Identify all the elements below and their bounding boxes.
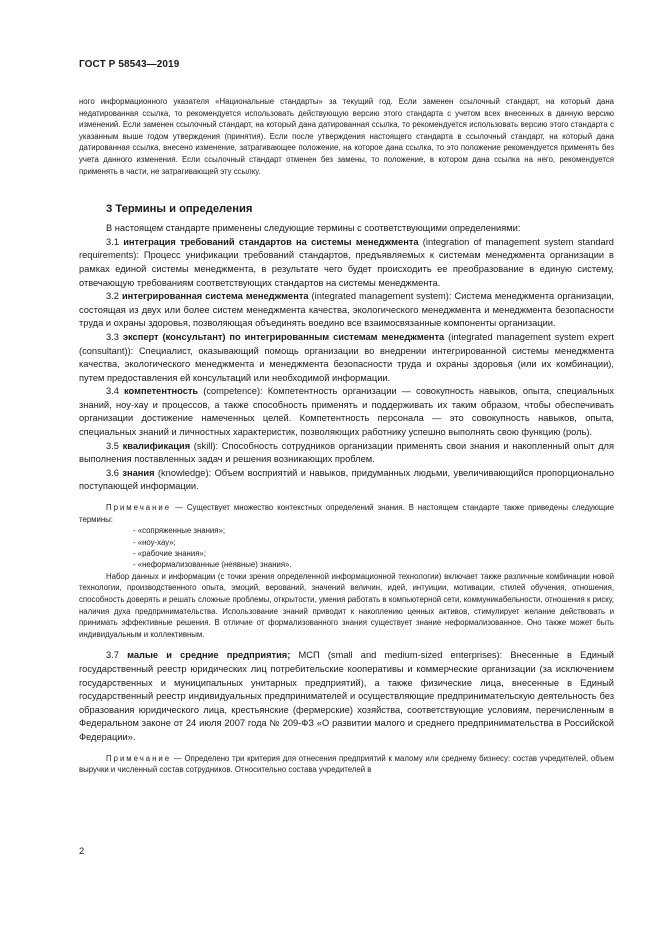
note-1-label: Примечание — [106, 503, 172, 513]
term-3-3-name: эксперт (консультант) по интегрированным системам менеджмента — [122, 331, 445, 342]
list-item: - «ноу-хау»; — [133, 537, 176, 547]
term-3-5-name: квалификация — [122, 440, 191, 451]
section-heading: 3 Термины и определения — [106, 203, 253, 216]
term-3-4: 3.4 компетентность (competence): Компетентность организации — совокупность навыков, опыта, специальных знаний, ноу-хау и процессов, а также способность применять и поддерживать их таким образом, чтобы обеспечивать организации достижение намеченных целей. Компетентность персонала — это совокупность навыков, опыта, специальных знаний и личностных характеристик, позволяющих работнику успешно выполнять свою функцию (роль). — [79, 386, 614, 438]
term-3-1: 3.1 интеграция требований стандартов на системы менеджмента (integration of management system standard requirements): Процесс унификации требований стандартов, предъявляемых к системам менеджмента организации в рамках единой системы менеджмента, в результате чего будет происходить ее преобразование в единую систему, отвечающую требованиям соответствующих стандартов на системы менеджмента. — [79, 236, 614, 288]
term-3-4-name: компетентность — [124, 386, 199, 397]
note-2: Примечание — Определено три критерия для отнесения предприятий к малому или среднему бизнесу: состав учредителей, объем выручки и численный состав сотрудников. Относительно состава учредителей в — [79, 753, 614, 775]
document-body — [79, 96, 614, 776]
note-2-label: Примечание — [106, 753, 172, 763]
section-lead: В настоящем стандарте применены следующие термины с соответствующими определениями: — [106, 223, 521, 234]
document-header: ГОСТ Р 58543—2019 — [79, 59, 180, 70]
list-item: - «сопряженные знания»; — [133, 526, 225, 536]
note-1-paragraph: Набор данных и информации (с точки зрения определенной информационной технологии) включает также различные комбинации новой технологии, производственного опыта, эмоций, верований, значений величин, идей, интуиции, мотивации, стилей обучения, отношения, способность доверять и решать сложные проблемы, открытости, умения работать в компьютерной сети, коммуникабельности, отношения к риску, наличия духа предпринимательства. Использование знаний приводит к накоплению ценных активов, стимулирует желание действовать и принимать эффективные решения. В отличие от формализованного знания существует знание неформализованное. Оно также может быть индивидуальным и коллективным. — [79, 571, 614, 639]
term-3-5: 3.5 квалификация (skill): Способность сотрудников организации применять свои знания и накопленный опыт для выполнения поставленных задач и решения возникающих проблем. — [79, 440, 614, 465]
term-3-6-name: знания — [122, 467, 155, 478]
intro-paragraph: ного информационного указателя «Национальные стандарты» за текущий год. Если заменен ссылочный стандарт, на который дана недатированная ссылка, то рекомендуется использовать действующую версию этого стандарта с учетом всех внесенных в данную версию изменений. Если заменен ссылочный стандарт, на который дана датированная ссылка, то рекомендуется использовать версию этого стандарта с указанным выше годом утверждения (принятия). Если после утверждения настоящего стандарта в ссылочный стандарт, на который дана датированная ссылка, внесено изменение, затрагивающее положение, на которое дана ссылка, то это положение рекомендуется применять без учета данного изменения. Если ссылочный стандарт отменен без замены, то положение, в котором дана ссылка на него, рекомендуется применять в части, не затрагивающей эту ссылку. — [79, 97, 614, 176]
term-3-1-name: интеграция требований стандартов на системы менеджмента — [123, 236, 419, 247]
term-3-7: 3.7 малые и средние предприятия; МСП (small and medium-sized enterprises): Внесенные в Единый государственный реестр юридических лиц потребительские кооперативы и коммерческие организации (за исключением государственных и муниципальных унитарных предприятий), а также физические лица, внесенные в Единый государственный реестр индивидуальных предпринимателей и осуществляющие предпринимательскую деятельность без образования юридического лица, крестьянские (фермерские) хозяйства, соответствующие условиям, перечисленным в Федеральном законе от 24 июля 2007 года № 209-ФЗ «О развитии малого и среднего предпринимательства в Российской Федерации». — [79, 650, 614, 742]
list-item: - «рабочие знания»; — [133, 549, 206, 559]
term-3-6: 3.6 знания (knowledge): Объем восприятий и навыков, придуманных людьми, увеличивающийся пропорционально поступающей информации. — [79, 467, 614, 492]
term-3-2: 3.2 интегрированная система менеджмента (integrated management system): Система менеджмента организации, состоящая из двух или более систем менеджмента качества, экологического менеджмента и менеджмента безопасности труда и охраны здоровья, позволяющая объединять воедино все взаимосвязанные компоненты организации. — [79, 291, 614, 329]
note-1: Примечание — Существует множество контекстных определений знания. В настоящем стандарте также приведены следующие термины: — [79, 503, 614, 524]
note-1-list — [79, 525, 614, 571]
page-number: 2 — [79, 846, 85, 857]
term-3-3: 3.3 эксперт (консультант) по интегрированным системам менеджмента (integrated management system expert (consultant)): Специалист, оказывающий помощь организации во внедрении интегрированной системы менеджмента качества, экологического менеджмента и менеджмента безопасности труда и охраны здоровья (или их комбинации), путем предоставления ей консультаций или необходимой информации. — [79, 331, 614, 383]
term-3-2-name: интегрированная система менеджмента — [121, 291, 309, 302]
list-item: - «неформализованные (неявные) знания». — [133, 560, 292, 570]
term-3-7-name: малые и средние предприятия; — [127, 650, 291, 661]
